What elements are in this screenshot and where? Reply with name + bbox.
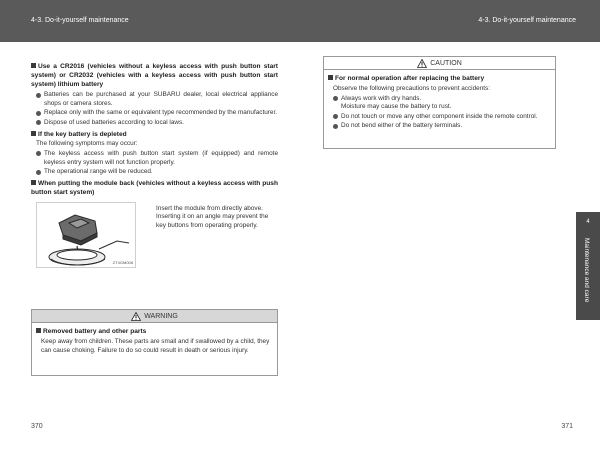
round-bullet-icon [333,124,338,129]
round-bullet-icon [36,93,41,98]
warning-body [32,323,277,355]
warning-triangle-icon [131,312,141,321]
round-bullet-icon [333,114,338,119]
warning-text: Keep away from children. These parts are small and if swallowed by a child, they can cause choking. Failure to do so could result in death or serious injury. [41,338,270,354]
caution-body [324,70,555,131]
round-bullet-icon [36,170,41,175]
square-bullet-icon [31,63,36,68]
list-item: Batteries can be purchased at your SUBARU dealer, local electrical appliance shops or camera stores. [36,91,278,108]
page-number-right: 371 [561,423,573,430]
module-heading: When putting the module back (vehicles without a keyless access with push button start system) [31,179,278,196]
battery-type-heading: Use a CR2016 (vehicles without a keyless access with push button start system) or CR2032 (vehicles with a keyless access with push button start system) lithium battery [31,63,278,88]
warning-heading: Removed battery and other parts [36,327,273,336]
depleted-heading: If the key battery is depleted [31,130,278,139]
figure-row [31,202,278,268]
caution-box [323,56,556,149]
round-bullet-icon [36,111,41,116]
warning-title: WARNING [144,312,178,320]
caution-triangle-icon [417,59,427,68]
warning-box [31,309,278,376]
list-item: Always work with dry hands. [333,95,551,104]
chapter-number: 4 [586,219,590,225]
square-bullet-icon [328,75,333,80]
round-bullet-icon [333,96,338,101]
list-item: Replace only with the same or equivalent type recommended by the manufacturer. [36,109,278,118]
chapter-side-tab[interactable] [576,212,600,320]
key-module-figure [36,202,136,268]
square-bullet-icon [36,328,41,333]
warning-title-bar [32,310,277,323]
depleted-list [31,150,278,177]
caution-intro: Observe the following precautions to prevent accidents: [333,85,491,92]
caution-title-bar [324,57,555,70]
depleted-intro: The following symptoms may occur: [36,140,138,148]
list-item: The operational range will be reduced. [36,168,278,177]
round-bullet-icon [36,120,41,125]
list-item: Dispose of used batteries according to local laws. [36,119,278,128]
page-number-left: 370 [31,423,43,430]
running-head-left: 4-3. Do-it-yourself maintenance [31,17,129,24]
caution-heading: For normal operation after replacing the battery [328,74,551,83]
figure-caption: Insert the module from directly above. Inserting it on an angle may prevent the key buttons from operating properly. [156,204,269,229]
round-bullet-icon [36,151,41,156]
header-band [0,0,600,42]
left-page-content [31,62,278,268]
figure-code: ZT4GM008 [112,259,133,265]
caution-list [328,95,551,131]
list-item-continuation: Moisture may cause the battery to rust. [341,103,452,111]
square-bullet-icon [31,131,36,136]
list-item: The keyless access with push button start system (if equipped) and remote keyless entry system will not function properly. [36,150,278,167]
battery-type-list [31,91,278,127]
square-bullet-icon [31,180,36,185]
list-item: Do not bend either of the battery terminals. [333,122,551,131]
list-item: Do not touch or move any other component inside the remote control. [333,113,551,122]
caution-title: CAUTION [430,59,462,67]
running-head-right: 4-3. Do-it-yourself maintenance [478,17,576,24]
chapter-label: Maintenance and care [583,238,590,303]
